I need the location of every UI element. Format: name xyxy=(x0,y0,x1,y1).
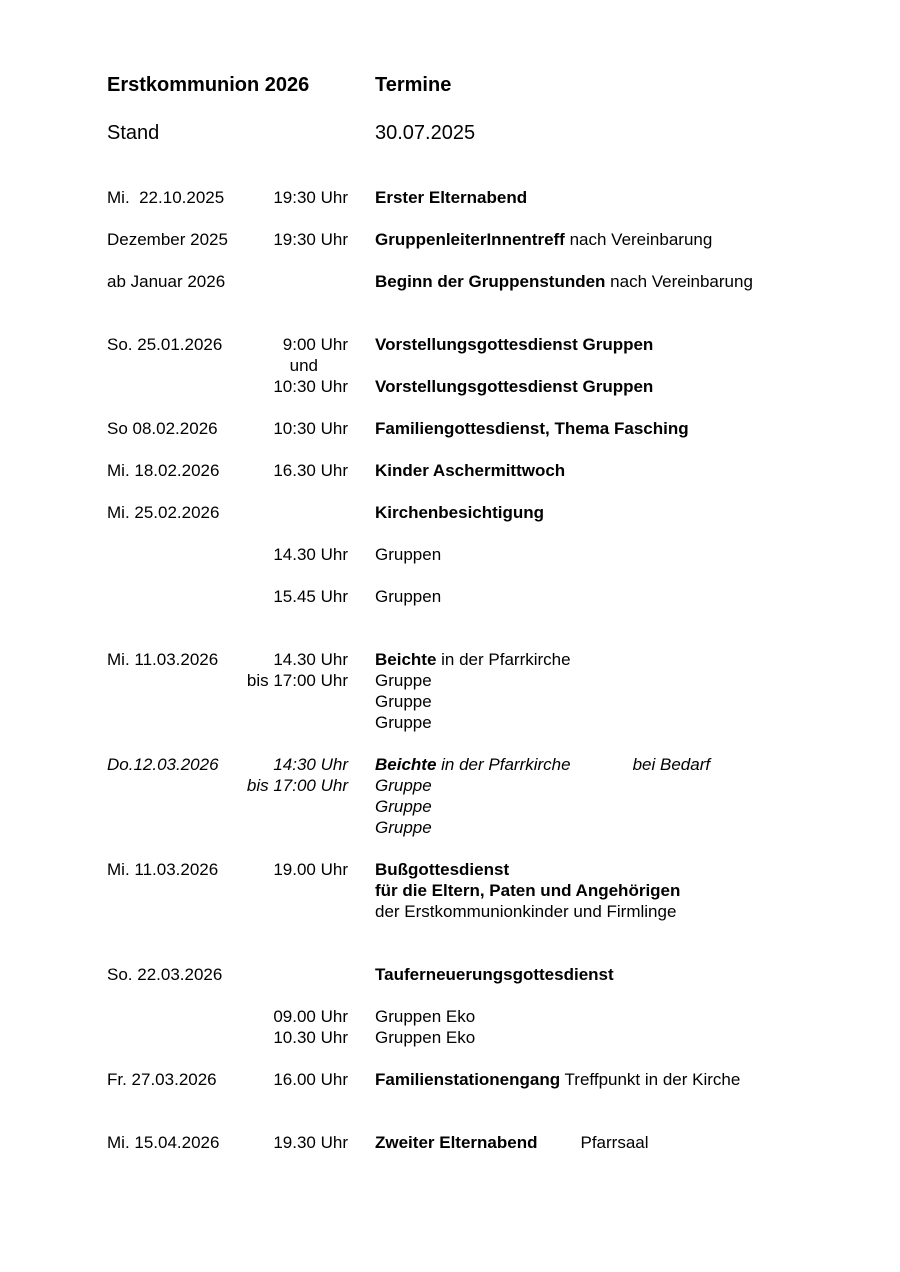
event-text: für die Eltern, Paten und Angehörigen xyxy=(375,881,681,900)
event-time: 14:30 Uhr xyxy=(273,755,348,774)
event-time-cell xyxy=(237,1132,348,1153)
schedule-row xyxy=(107,502,840,523)
event-text: Gruppe xyxy=(375,713,432,732)
event-description xyxy=(348,229,840,250)
event-time-cell xyxy=(237,859,348,922)
event-text: Gruppen Eko xyxy=(375,1007,476,1026)
event-time-cell xyxy=(237,964,348,985)
event-description xyxy=(348,586,840,607)
event-text: Zweiter Elternabend xyxy=(375,1133,538,1152)
schedule-row xyxy=(107,1006,840,1027)
event-text: Gruppen xyxy=(375,545,442,564)
event-text: Gruppen Eko xyxy=(375,1028,476,1047)
event-text: GruppenleiterInnentreff xyxy=(375,230,565,249)
event-date: Dezember 2025 xyxy=(107,230,228,249)
event-description xyxy=(348,1027,840,1048)
schedule-row xyxy=(107,859,840,922)
event-description xyxy=(348,1132,840,1153)
event-description-line xyxy=(375,817,840,838)
event-description-line xyxy=(375,880,840,901)
schedule-row xyxy=(107,271,840,292)
event-description xyxy=(348,502,840,523)
event-date: Mi. 22.10.2025 xyxy=(107,188,225,207)
event-text: Vorstellungsgottesdienst Gruppen xyxy=(375,377,654,396)
event-description-line xyxy=(375,901,840,922)
event-text: Erster Elternabend xyxy=(375,188,528,207)
event-time: 19:30 Uhr xyxy=(273,230,348,249)
event-time: 10.30 Uhr xyxy=(273,1028,348,1047)
event-description-line xyxy=(375,271,840,292)
event-text: Beginn der Gruppenstunden xyxy=(375,272,606,291)
event-text: Gruppe xyxy=(375,797,432,816)
schedule-row xyxy=(107,649,840,733)
event-text: Gruppe xyxy=(375,776,432,795)
schedule-row xyxy=(107,460,840,481)
event-description xyxy=(348,1006,840,1027)
event-description-line xyxy=(375,1132,840,1153)
schedule-row xyxy=(107,418,840,439)
stand-row xyxy=(107,120,840,146)
event-text: Tauferneuerungsgottesdienst xyxy=(375,965,614,984)
event-time: 9:00 Uhr xyxy=(282,335,348,354)
schedule-row xyxy=(107,334,840,397)
event-description-line xyxy=(375,544,840,565)
event-time-cell xyxy=(237,502,348,523)
event-time-cell xyxy=(237,271,348,292)
event-description-line xyxy=(375,460,840,481)
event-text: bei Bedarf xyxy=(632,755,711,774)
event-time: bis 17:00 Uhr xyxy=(246,776,348,795)
schedule-row xyxy=(107,586,840,607)
event-text: nach Vereinbarung xyxy=(605,272,753,291)
event-text: Kinder Aschermittwoch xyxy=(375,461,566,480)
event-description-line xyxy=(375,1069,840,1090)
event-time-cell xyxy=(237,754,348,838)
schedule xyxy=(107,187,840,1153)
event-time-cell xyxy=(237,1069,348,1090)
event-time-cell xyxy=(237,1027,348,1048)
event-time: 19:30 Uhr xyxy=(273,188,348,207)
event-time-cell xyxy=(237,418,348,439)
event-description-line xyxy=(375,754,840,775)
event-date: Fr. 27.03.2026 xyxy=(107,1070,217,1089)
stand-label: Stand xyxy=(107,122,160,144)
event-time-cell xyxy=(237,586,348,607)
event-text: Bußgottesdienst xyxy=(375,860,510,879)
event-date xyxy=(107,1027,237,1048)
event-description-line xyxy=(375,376,840,397)
event-text: nach Vereinbarung xyxy=(564,230,713,249)
event-description-line xyxy=(375,670,840,691)
event-time-cell xyxy=(237,649,348,733)
event-date xyxy=(107,544,237,565)
stand-date: 30.07.2025 xyxy=(375,122,476,144)
event-time-cell xyxy=(237,544,348,565)
event-date: So. 22.03.2026 xyxy=(107,965,223,984)
event-text: in der Pfarrkirche xyxy=(436,755,571,774)
page-title: Erstkommunion 2026 xyxy=(107,74,310,96)
event-time: 14.30 Uhr xyxy=(273,650,348,669)
event-date xyxy=(107,1006,237,1027)
event-text: Gruppe xyxy=(375,818,432,837)
event-description-line xyxy=(375,712,840,733)
schedule-row xyxy=(107,544,840,565)
event-description xyxy=(348,187,840,208)
event-description xyxy=(348,544,840,565)
event-time: 09.00 Uhr xyxy=(273,1007,348,1026)
schedule-row xyxy=(107,1027,840,1048)
event-description-line xyxy=(375,187,840,208)
event-description xyxy=(348,334,840,397)
event-time: 16.00 Uhr xyxy=(273,1070,348,1089)
event-description-line xyxy=(375,1027,840,1048)
event-description xyxy=(348,859,840,922)
event-time-cell xyxy=(237,1006,348,1027)
event-text: Vorstellungsgottesdienst Gruppen xyxy=(375,335,654,354)
event-time: 10:30 Uhr xyxy=(273,419,348,438)
event-description-line xyxy=(375,355,840,376)
event-date: Mi. 11.03.2026 xyxy=(107,860,219,879)
event-description-line xyxy=(375,229,840,250)
event-time-cell xyxy=(237,229,348,250)
event-description-line xyxy=(375,1006,840,1027)
event-time-cell xyxy=(237,460,348,481)
event-text: Kirchenbesichtigung xyxy=(375,503,545,522)
event-text: Pfarrsaal xyxy=(580,1133,649,1152)
event-time: 10:30 Uhr xyxy=(273,377,348,396)
event-time: 14.30 Uhr xyxy=(273,545,348,564)
event-description-line xyxy=(375,649,840,670)
event-date: So 08.02.2026 xyxy=(107,419,218,438)
event-text: in der Pfarrkirche xyxy=(436,650,571,669)
event-text: Familienstationengang xyxy=(375,1070,561,1089)
event-description xyxy=(348,964,840,985)
event-date: Mi. 11.03.2026 xyxy=(107,650,219,669)
event-description xyxy=(348,418,840,439)
event-time: 19.30 Uhr xyxy=(273,1133,348,1152)
event-time: 16.30 Uhr xyxy=(273,461,348,480)
schedule-row xyxy=(107,1132,840,1153)
event-description-line xyxy=(375,502,840,523)
event-date: Mi. 15.04.2026 xyxy=(107,1133,220,1152)
event-text: Beichte xyxy=(375,755,437,774)
schedule-row xyxy=(107,964,840,985)
event-date: Mi. 25.02.2026 xyxy=(107,503,220,522)
event-date xyxy=(107,586,237,607)
event-description xyxy=(348,649,840,733)
event-description-line xyxy=(375,691,840,712)
event-description xyxy=(348,1069,840,1090)
event-date: ab Januar 2026 xyxy=(107,272,226,291)
event-description-line xyxy=(375,334,840,355)
event-date: So. 25.01.2026 xyxy=(107,335,223,354)
document-header xyxy=(107,72,840,98)
schedule-row xyxy=(107,754,840,838)
page-subtitle: Termine xyxy=(375,74,452,96)
event-text: Gruppe xyxy=(375,671,432,690)
event-text: Treffpunkt in der Kirche xyxy=(560,1070,741,1089)
event-description-line xyxy=(375,964,840,985)
event-description xyxy=(348,460,840,481)
event-date: Do.12.03.2026 xyxy=(107,755,219,774)
event-time: und xyxy=(289,356,318,375)
schedule-row xyxy=(107,187,840,208)
event-text: Familiengottesdienst, Thema Fasching xyxy=(375,419,689,438)
event-description xyxy=(348,271,840,292)
event-description-line xyxy=(375,418,840,439)
event-description-line xyxy=(375,859,840,880)
event-description xyxy=(348,754,840,838)
event-description-line xyxy=(375,775,840,796)
schedule-row xyxy=(107,1069,840,1090)
event-time: 19.00 Uhr xyxy=(273,860,348,879)
event-text: Gruppe xyxy=(375,692,432,711)
event-description-line xyxy=(375,796,840,817)
event-time: 15.45 Uhr xyxy=(273,587,348,606)
event-time: bis 17:00 Uhr xyxy=(246,671,348,690)
event-text: Gruppen xyxy=(375,587,442,606)
event-text: der Erstkommunionkinder und Firmlinge xyxy=(375,902,677,921)
event-description-line xyxy=(375,586,840,607)
event-date: Mi. 18.02.2026 xyxy=(107,461,220,480)
event-time-cell xyxy=(237,187,348,208)
event-text: Beichte xyxy=(375,650,437,669)
schedule-row xyxy=(107,229,840,250)
event-time-cell xyxy=(237,334,348,397)
